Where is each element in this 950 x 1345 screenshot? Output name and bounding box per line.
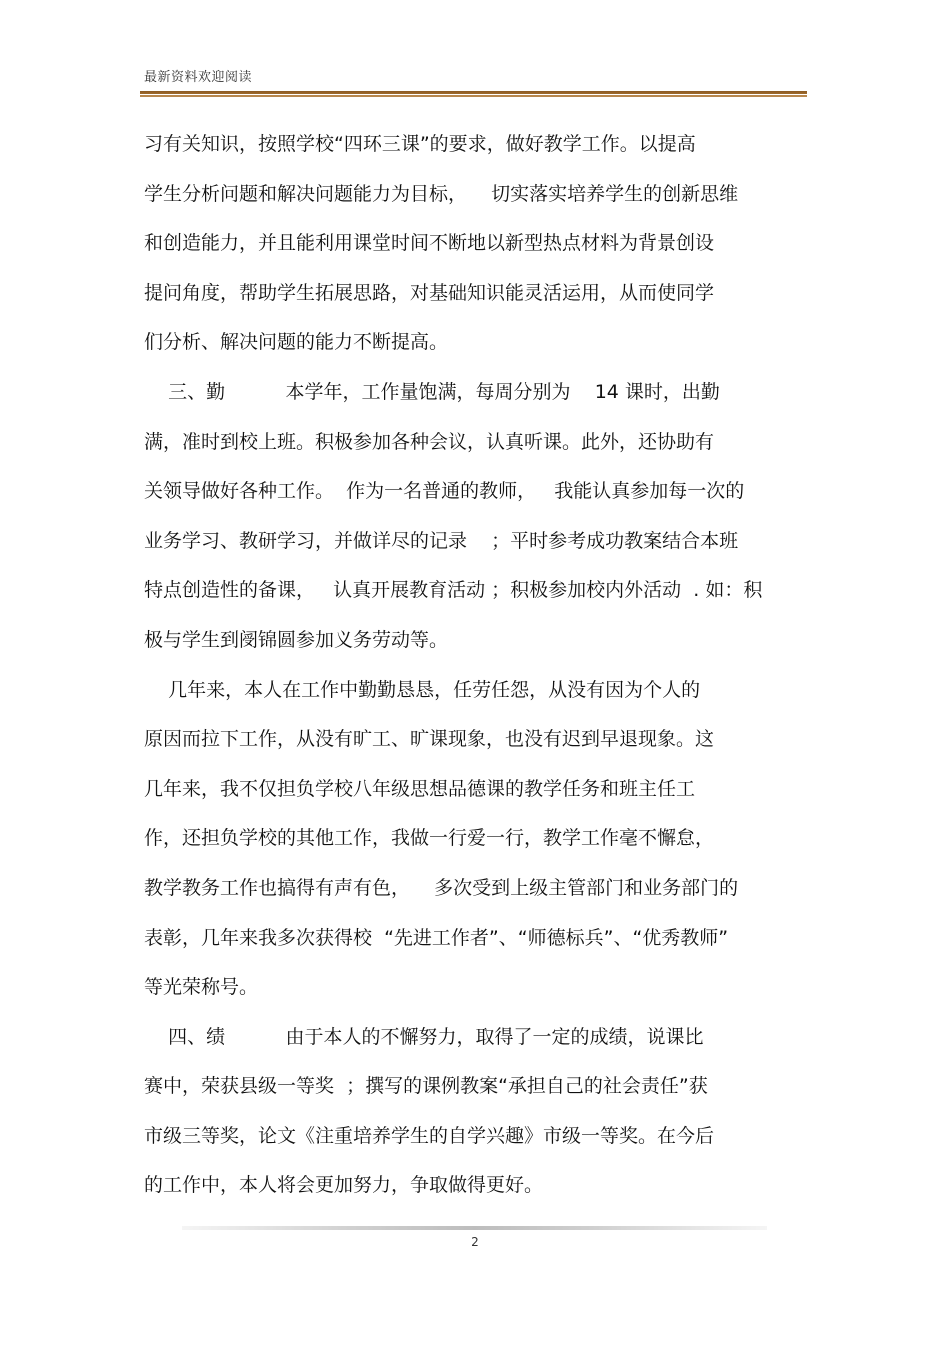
text-line: 和创造能力，并且能利用课堂时间不断地以新型热点材料为背景创设	[144, 232, 715, 255]
text-line: 等光荣称号。	[144, 976, 259, 999]
page-number: 2	[471, 1235, 479, 1249]
text-line: 教学教务工作也搞得有声有色， 多次受到上级主管部门和业务部门的	[144, 876, 739, 899]
header-rule	[140, 91, 807, 97]
footer-rule	[182, 1226, 767, 1230]
text-line: 学生分析问题和解决问题能力为目标， 切实落实培养学生的创新思维	[144, 182, 739, 205]
text-line: 三、勤 本学年，工作量饱满，每周分别为 14 课时，出勤	[144, 380, 720, 403]
text-line: 业务学习、教研学习，并做详尽的记录 ；平时参考成功教案结合本班	[144, 529, 739, 552]
text-line: 习有关知识，按照学校“四环三课”的要求，做好教学工作。以提高	[144, 133, 696, 155]
text-line: 极与学生到阌锦圆参加义务劳动等。	[144, 628, 449, 651]
text-line: 提问角度，帮助学生拓展思路，对基础知识能灵活运用，从而使同学	[144, 281, 715, 304]
text-line: 们分析、解决问题的能力不断提高。	[144, 331, 449, 354]
document-body	[144, 120, 808, 1211]
page-header: 最新资料欢迎阅读	[144, 70, 253, 85]
text-line: 市级三等奖，论文《注重培养学生的自学兴趣》市级一等奖。在今后	[144, 1124, 715, 1147]
text-line: 几年来，我不仅担负学校八年级思想品德课的教学任务和班主任工	[144, 777, 696, 800]
text-line: 几年来，本人在工作中勤勤恳恳，任劳任怨，从没有因为个人的	[144, 678, 701, 701]
text-line: 满，准时到校上班。积极参加各种会议，认真听课。此外，还协助有	[144, 430, 715, 453]
text-line: 赛中，荣获县级一等奖 ；撰写的课例教案“承担自己的社会责任”获	[144, 1075, 708, 1098]
text-line: 作，还担负学校的其他工作，我做一行爱一行，教学工作毫不懈怠，	[144, 827, 715, 850]
text-line: 原因而拉下工作，从没有旷工、旷课现象，也没有迟到早退现象。这	[144, 728, 715, 751]
text-line: 表彰，几年来我多次获得校 “先进工作者”、“师德标兵”、“优秀教师”	[144, 926, 729, 949]
text-line: 关领导做好各种工作。 作为一名普通的教师， 我能认真参加每一次的	[144, 480, 745, 503]
text-line: 四、绩 由于本人的不懈努力，取得了一定的成绩，说课比	[144, 1025, 704, 1048]
text-line: 的工作中，本人将会更加努力，争取做得更好。	[144, 1174, 544, 1197]
text-line: 特点创造性的备课， 认真开展教育活动 ；积极参加校内外活动 . 如：积	[144, 579, 763, 602]
